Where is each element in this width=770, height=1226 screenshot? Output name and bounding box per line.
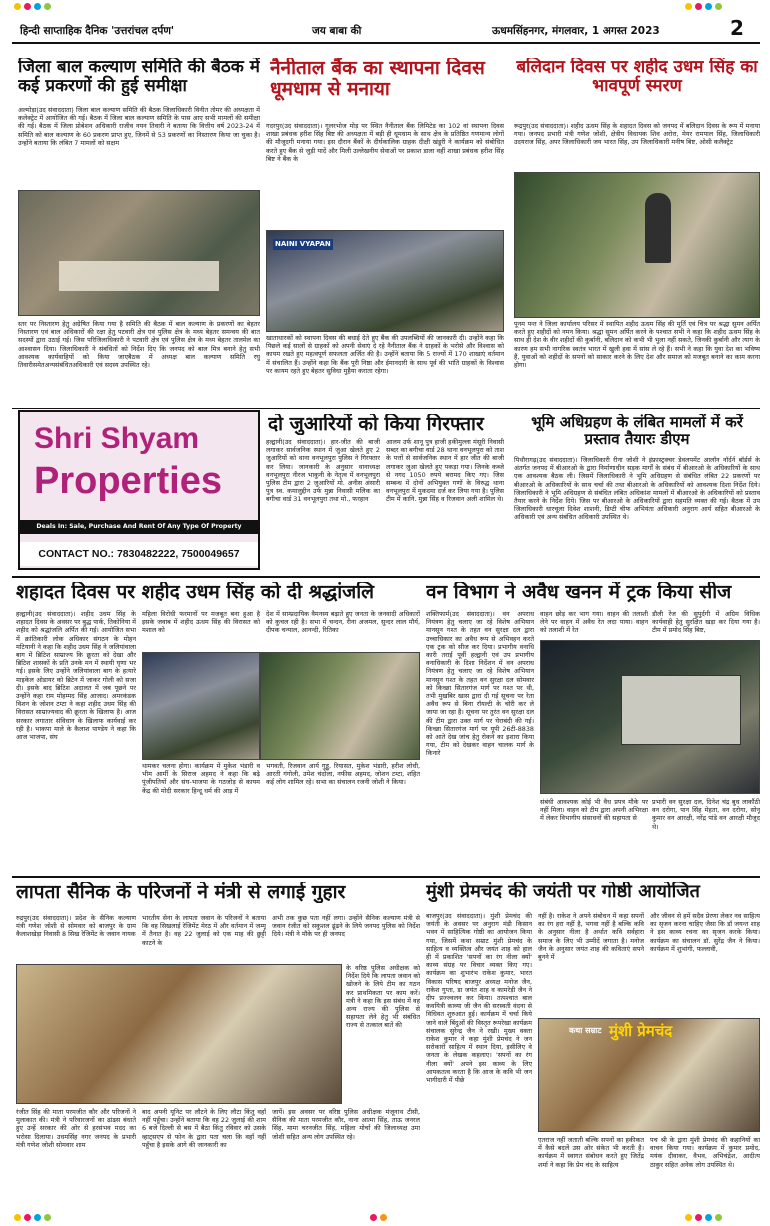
article-6-photo (142, 652, 260, 760)
article-9-body-col-1: बाजपुर(उद संवाददाता)। मुंशी प्रेमचंद की जयंती के अवसर पर अनुराग मंडी किसान भवन में साहित्यिक गोष्ठी का आयोजन किया गया, जिसमें कथा सम्राट मुंशी प्रेमचंद के साहित्य व व्यक्तित्व और जयंत शाह को हाल ही में प्रकाशित 'सपनों का रंग नीला क्यों' काव्य संग्रह पर विचार व्यक्त किए गए। कार्यक्रम का शुभारंभ राकेश कुमार, भारत विकास परिषद बाजपुर अध्यक्ष मनोज जैन, राकेश गुप्ता, डा जयंत शाह व कामरेड़ी जैन ने दीप प्रज्ज्वलन कर किया। तत्पश्चात बाल कवयित्री काव्या जी जैन की सरस्वती वंदना से विधिवत शुरुआत हुई। कार्यक्रम में चर्चा किये जाने वाले बिंदुओं की विस्तृत रूपरेखा कार्यक्रम संचालक सुरेन्द्र जैन ने रखी। मुख्य वक्ता राकेश कुमार ने कहा मुंशी प्रेमचंद ने जन सरोकारों साहित्य में स्थान दिया, इसीलिए वे जनता के लेखक कहलाए। 'सपनों का रंग नीला क्यों' अपने इस काव्य के लिए आयकतत्व करता है कि आज के कवि भी जन भागीदारी में पीछे (426, 912, 532, 1085)
decor-dot (695, 1214, 702, 1221)
masthead-paper-name: हिन्दी साप्ताहिक दैनिक 'उत्तरांचल दर्पण' (20, 25, 175, 37)
article-6-headline: शहादत दिवस पर शहीद उधम सिंह को दी श्रद्धांजलि (16, 582, 375, 603)
article-3-body-continued: पूनम पन्त ने जिला कार्यालय परिसर में स्थापित शहीद ऊधम सिंह की मूर्ति एवं चित्र पर श्रद्धा सुमन अर्पित करते हुए शहीदों को नमन किया। श्रद्धा सुमन अर्पित करने के पश्चात सभी ने कहा कि शहीद ऊधम सिंह के साथ ही देश के वीर शहीदों की कुर्बानी, बलिदान को कभी भी भुला नहीं सकते, जिनकी कुर्बानी और त्याग के कारण हम सभी नागरिक स्वतंत्र भारत में खुली हवा में सांस ले रहे हैं। सभी ने कहा कि युवा देश का भविष्य हैं, युवाओं को शहीदों के सपनों को साकार करने के लिए देश और समाज को मजबूत बनाने का काम करना होगा। (514, 320, 760, 370)
ad-contact: CONTACT NO.: 7830482222, 7500049657 (20, 542, 258, 566)
decor-dot (705, 1214, 712, 1221)
article-1-body-continued: स्तर पर निस्तारण हेतु अग्रेषित किया गया है समिति की बैठक में बाल कल्याण के प्रकरणों का बेहतर निस्तारण एवं बाल अधिकारों की रक्षा हेतु पटवारी क्षेत्र एवं पुलिस क्षेत्र के मध्य बेहतर समन्वय की बात सदस्यों द्वारा उठाई गई। जिस परिजिलाधिकारी ने पटवारी क्षेत्र एवं पुलिस क्षेत्र के मध्य बेहतर तालमेल का आश्वासन दिया। जिलाधिकारी ने संबंधितों को निर्देश दिए कि जनपद को बाल मित्र बनाने हेतु सभी आवश्यक कार्यवाहियों को किया जाएबैठक में अध्यक्ष बाल कल्याण समिति रघु तिवारीसमेतअन्यसंबंधितअधिकारी एवं सदस्य उपस्थित रहे। (18, 320, 260, 370)
decor-dot (715, 3, 722, 10)
article-9-body-col-3-continued: पच श्री के द्वारा मुंशी प्रेमचंद की कहानियों का वाचन किया गया। कार्यक्रम में कुमार प्रमोद, मयंक दीवाकर, वैभव, अभिचंद्रेश, आदीत्य ठाकुर सहित अनेक लोग उपस्थित थे। (650, 1136, 760, 1169)
page-number: 2 (730, 16, 744, 40)
masthead-date-place: ऊधमसिंहनगर, मंगलवार, 1 अगस्त 2023 (492, 25, 660, 37)
article-9-headline: मुंशी प्रेमचंद की जयंती पर गोष्ठी आयोजित (426, 882, 700, 902)
article-9-body-col-2-continued: एतराज नहीं जताती बल्कि सपनों का हकीकत में कैसे बदलें उस ओर संकेत भी करती है। कार्यक्रम में स्वागत संबोधन करते हुए जितेंद्र शर्मा ने कहा कि प्रेम चंद के साहित्य (538, 1136, 644, 1169)
article-9-body-col-2: नहीं है। राकेश ने अपने संबोधन में कहा सपनों का रंग हरा नहीं है, भगवा नहीं है बल्कि कवि के अनुसार नीला है अर्थात कवि सर्वहारा समाज के लिए भी उम्मीदें जगाता है। मनोज जैन के अनुसार जयंत शाह की कविताएं सपने बुनने में (538, 912, 644, 962)
divider (12, 576, 760, 578)
photo-table-shape (59, 261, 219, 291)
divider (12, 876, 760, 878)
article-1-body: अल्मोड़ा(उद संवाददाता) जिला बाल कल्याण समिति की बैठक जिलाधिकारी विनीत तोमर की अध्यक्षता में कलेक्ट्रेट में आयोजित की गई। बैठक में जिला बाल कल्याण समिति के पास आए सभी मामलों की समीक्षा की गई। बैठक में जिला प्रोबेशन अधिकारी राजीव नयन तिवारी ने बताया कि वित्तीय वर्ष 2023-24 में समिति को बाल कल्याण के 60 प्रकरण प्राप्त हुए, जिनमें से 53 प्रकरणों का निस्तारण किया जा चुका है। उन्होंने बताया कि लंबित 7 मामलों को सक्षम (18, 106, 260, 147)
article-3-body: रूद्रपुर(उद संवाददाता)। शहीद ऊधम सिंह के शहादत दिवस को जनपद में बलिदान दिवस के रूप में मनाया गया। जनपद प्रभारी मंत्री गणेश जोशी, क्षेत्रीय विधायक शिव अरोरा, मेयर रामपाल सिंह, जिलाधिकारी उदयराज सिंह, अपर जिलाधिकारी जय भारत सिंह, उप जिलाधिकारी मनीष बिष्ट, ओसी कलैक्ट्रेट (514, 122, 760, 147)
decor-dot (705, 3, 712, 10)
article-8-body-col-1-continued: रंजीत सिंह की माता परमजीत कौर और परिजनों ने मुलाकात की। मंत्री ने परिवारजनों का ढांढस बंधाते हुए उन्हें सरकार की ओर से हरसंभव मदद का भरोसा दिलाया। उधमसिंह नगर जनपद के प्रभारी मंत्री गणेश जोशी सोमवार शाम (16, 1108, 136, 1149)
article-6-photo-2 (260, 652, 420, 760)
decor-dot (44, 3, 51, 10)
ad-title-line-2: Properties (34, 460, 222, 502)
article-2-body: गदरपुर(उद संवाददाता)। गूलरभोज मोड़ पर स्थित नैनीताल बैंक लिमिटेड का 102 वां स्थापना दिवस शाखा प्रबंधक हरीश सिंह बिष्ट की अध्यक्षता में बड़ी ही धूमधाम के साथ क्षेत्र के प्रतिष्ठित गणमान्य लोगों की मौजूदगी मनाया गया। इस दौरान बैंकों के दीर्घकालिक ग्राहक दीक्षी खंडूरी ने कार्यक्रम को संबोधित करते हुए बैंक से जुड़ी यादें और मिली उल्लेखनीय सेवाओं पर प्रकाश डाला वहीं शाखा प्रबंधक हरीश सिंह बिष्ट ने बैंक के (266, 122, 504, 163)
article-1-photo (18, 190, 260, 316)
article-4-headline: दो जुआरियों को किया गिरफ्तार (268, 414, 484, 435)
photo-banner: मुंशी प्रेमचंद (609, 1022, 673, 1040)
decor-dot (380, 1214, 387, 1221)
decor-dot (370, 1214, 377, 1221)
article-9-photo (538, 1018, 760, 1132)
article-7-body-col-3: डौली रेंज की सुपुर्दगी में अग्रिम विधिक कार्यवाही हेतु सुरक्षित खड़ा कर दिया गया है। टीम में प्रमोद सिंह बिष्ट, (652, 610, 760, 635)
decor-dot (34, 1214, 41, 1221)
article-5-body: पिथौरागढ़(उद संवाददाता)। जिलाधिकारी रीना जोशी ने इंफ्रास्ट्रक्चर डेवलपमेंट आलॉन नॉर्दर्न बॉर्डर्स के अंतर्गत जनपद में बीआरओ के द्वारा निर्माणाधीन सड़क मार्गों के संबंध में बीआरओ के अधिकारियों के साथ एक आवश्यक बैठक ली। जिसमें जिलाधिकारी ने भूमि अधिग्रहण से संबंधित लंबित 22 प्रकरणों पर बीआरओ के अधिकारियों के साथ चर्चा की तथा बीआरओ के अधिकारियों को आवश्यक दिशा निर्देश दिये। जिलाधिकारी ने भूमि अधिग्रहण से संबंधित लंबित अधिकांश मामलों में बीआरओ के अधिकारियों को प्रस्ताव तैयार करने के निर्देश दिये। जिस पर बीआरओ के अधिकारियों द्वारा सहमति व्यक्त की गई। बैठक में उप जिलाधिकारी धारचूला दिवेश शाशनी, डिप्टी चीफ अभियंता अधिकारी अनुराग आर्य सहित बीआरओ के अधिकारी एवं अन्य संबंधित अधिकारी उपस्थित थे। (514, 456, 760, 522)
decor-dot (44, 1214, 51, 1221)
article-6-body-col-3-continued: भगवती, रिजवान आर्य गुड्डू, रियासत, मुकेश भंडारी, हरीश लोधी, आरती गंगोली, उमेश चंदोला, नफीस अहमद, जोशन टम्टा, शहित कई लोग शामिल रहे। सभा का संचालन रजनी जोशी ने किया। (266, 762, 420, 787)
article-3-headline: बलिदान दिवस पर शहीद उधम सिंह का भावपूर्ण स्मरण (516, 58, 758, 97)
decor-dot (24, 1214, 31, 1221)
decor-dot (14, 1214, 21, 1221)
article-8-body-col-2-continued: बाद अपनी यूनिट पर लौटने के लिए लौटा किंतु वहाँ नहीं पहुँचा। उन्होंने बताया कि वह 22 जुलाई की शाम 6 बजे दिल्ली से बस में बैठा किंतु रविवार को उसके व्हाट्सएप से फोन के द्वारा पता चला कि वहाँ नहीं पहुँचा है इसके आगे की जानकारी का (142, 1108, 266, 1149)
article-5-headline: भूमि अधिग्रहण के लंबित मामलों में करें प्रस्ताव तैयारः डीएम (531, 414, 743, 448)
article-8-body-col-3-continued: जायें। इस अवसर पर वरिष्ठ पुलिस अधीक्षक मंजूनाथ टीसी, सैनिक की माता परमजीत कौर, नाना आत्मा सिंह, ताऊ जनरल सिंह, मामा चरनजीत सिंह, महिला मोर्चा की जिलाध्यक्ष उमा जोशी सहित अन्य लोग उपस्थित रहे। (272, 1108, 420, 1141)
top-dot-bar (0, 0, 770, 12)
article-4-body-col-2: आलम उर्फ शानू पुत्र हाजी हकीमुल्ला मंसूरी निवासी सब्दर का बगीचा वार्ड 28 थाना वनभूलपुरा को ताश के पत्तों से सार्वजनिक स्थान में हार जीत की बाजी लगाकर जुआ खेलते हुए पकड़ा गया। जिनके कब्जे से नगद 1050 रुपये बरामद किए गए। जिस सम्बन्ध में दोनों अभियुक्त गणों के विरुद्ध थाना वनभूलपुरा में मुकदमा दर्ज कर लिया गया है। पुलिस टीम में कानि. मुन्ना सिंह व रिजवान अली शामिल थे। (386, 438, 504, 504)
article-7-body-col-2: वाहन छोड़ कर भाग गया। वाहन की तलाशी लेने पर वाहन में अवैध रेत लदा पाया। वाहन को तलाशी में रेत (540, 610, 648, 635)
article-2-photo (266, 230, 504, 332)
article-8-body-col-3: अभी तक कुछ पता नहीं लगा। उन्होंने सैनिक कल्याण मंत्री से जवान रंजीत को सकुशल ढूंढने के लिये जनपद पुलिस को निर्देश दिये। मंत्री ने मौके पर ही जनपद (272, 914, 420, 939)
article-7-body-col-2-continued: संबंधी आवश्यक कोई भी वैध प्रपत्र मौके पर नहीं मिला। वाहन को टीम द्वारा अपनी अभिरक्षा में लेकर विभागीय संसाधनों की सहायता से (540, 798, 648, 823)
decor-dot (685, 3, 692, 10)
article-8-headline: लापता सैनिक के परिजनों ने मंत्री से लगाई गुहार (16, 882, 346, 903)
decor-dot (14, 3, 21, 10)
photo-statue-shape (645, 193, 671, 263)
article-9-body-col-3: और जीवन से हमें सदैव प्रेरणा लेकर नव साहित्य का सृजन करना चाहिए जैसा कि डॉ जयन्त शाह ने इस काव्य रचना का सृजन करके किया। कार्यक्रम का संचालन डॉ. सुरेंद्र जैन ने किया। कार्यक्रम में शुभांगी, फल्लावी, (650, 912, 760, 953)
bottom-dot-bar (0, 1210, 770, 1226)
article-6-body-col-2-continued: थामकर चलना होगा। कार्यक्रम में मुकेश भंडारी व भीम आर्मी के सिराज अहमद ने कहा कि बढ़े पूंजीपतियों और संघ-भाजपा के गठजोड़ से कायम केंद्र की मोदी सरकार हिन्दू धर्म की आड़ में (142, 762, 260, 795)
article-8-body-col-2: भारतीय सेना के लापता जवान के परिजनों ने बताया कि वह सिखलाई रेजिमेंट मेरठ में और वर्तमान में जम्मू में तैनात है। वह 22 जुलाई को एक माह की छुट्टी काटने के (142, 914, 266, 947)
masthead (12, 14, 760, 44)
ad-tagline: Deals In: Sale, Purchase And Rent Of Any Type Of Property (20, 520, 258, 534)
article-8-photo (16, 964, 342, 1104)
decor-dot (715, 1214, 722, 1221)
ad-title-line-1: Shri Shyam (34, 422, 200, 455)
property-advertisement (18, 410, 260, 570)
decor-dot (34, 3, 41, 10)
article-3-photo (514, 172, 760, 318)
article-6-body-col-1: हल्द्वानी(उद संवाददाता)। शहीद उधम सिंह के शहादत दिवस के अवसर पर बुद्ध पार्क, तिकोनिया में शहीद को श्रद्धांजलि अर्पित की गई। आयोजित सभा में क्रांतिकारी लोक अधिकार संगठन के मोहन मटियानी ने कहा कि शहीद उधम सिंह ने जलियांवाला बाग में ब्रिटिश साम्राज्य कि क्रूरता को देखा और ब्रिटिश शासकों के प्रति उनके मन में स्थायी घृणा भर गई। इसके लिए उन्होंने जलियांवाला बाग के हत्यारे माइकेल ओडायर को ब्रिटेन में जाकर गोली को सजा दी। इसके बाद ब्रिटिश अदालत में जब पूछने पर उन्होंने कहा राम मोहम्मद सिंह आजाद। अमरकंडक विशन के जोशन टम्टा ने कहा शहीद उधम सिंह की विरासत साम्राज्यवाद की क्रूरता के खिलाफ है। आज सरकार लगातार संविधान के खिलाफ कार्यवाई कर रही है। भाकपा माले के कैलाश पाण्डेय ने कहा कि आज भाजपा, संघ (16, 610, 136, 742)
photo-banner-sub: कथा सम्राट (569, 1026, 602, 1035)
divider (12, 408, 760, 409)
article-4-body-col-1: हल्द्वानी(उद संवाददाता)। हार-जीत की बाजी लगाकर सार्वजनिक स्थान में जुआ खेलते हुए 2 जुआरियों को थाना वनभूलपुरा पुलिस ने गिरफ्तार कर लिया। जानकारी के अनुसार थानाध्यक्ष वनभूलपुरा नीरज भाकुनी के नेतृत्व में वनभूलपुरा पुलिस टीम द्वारा 2 जुआरियों मो. अनीस अंसारी पुत्र स्व. कमालुद्दीन उर्फ मुन्ना निवासी मलिक का बगीचा वार्ड 31 वनभूलपुरा तथा मो., फरहान (266, 438, 380, 504)
decor-dot (685, 1214, 692, 1221)
article-1-headline: जिला बाल कल्याण समिति की बैठक में कई प्रकरणों की हुई समीक्षा (18, 58, 260, 97)
article-6-body-col-2: महिला विरोधी फरमानों पर मजबूत बना हुआ है इसके जवाब में शहीद ऊधम सिंह की विरासत को मशाल को (142, 610, 260, 635)
article-2-body-continued: खाताधारकों को स्थापना दिवस की बधाई देते हुए बैंक की उपलब्धियों की जानकारी दी। उन्होंने कहा कि पिछले कई सालों से ग्राहकों को अपनी सेवाएं दे रहे नैनीताल बैंक ने ग्राहकों के भरोसे और विश्वास को कायम रखते हुए महत्वपूर्ण सफलता अर्जित की है। उन्होंने बताया कि 5 राज्यों में 170 शाखाएं वर्तमान में संचालित हैं। उन्होंने कहा कि बैंक पूरी निष्ठा और ईमानदारी के साथ पूर्व की भांति ग्राहकों के विश्वास पर कायम रहते हुए बेहतर सुविधा मुहैया कराता रहेगा। (266, 334, 504, 375)
photo-truck-shape (621, 675, 741, 745)
article-7-body-col-3-continued: प्रभारी वन सुरक्षा दल, दिनेश चंद्र बुध लाकौंठी वन दरोगा, पान सिंह मेहता, वन दरोगा, सोनू कुमार वन आरक्षी, नरेंद्र पांडे वन आरक्षी मौजूद थे। (652, 798, 760, 831)
decor-dot (695, 3, 702, 10)
article-8-body-col-1: रुद्रपुर(उद संवाददाता)। प्रदेश के सैनिक कल्याण मंत्री गणेश जोशी से सोमवार को बाजपुर के ग्राम कैलाशखेड़ा निवासी 8 सिख रेजिमेंट के जवान नायक (16, 914, 136, 939)
article-7-headline: वन विभाग ने अवैध खनन में ट्रक किया सीज (426, 582, 732, 603)
photo-sign: NAINI VYAPAN (273, 239, 333, 250)
decor-dot (24, 3, 31, 10)
article-8-body-col-3-side: के वरिष्ठ पुलिस अधीक्षक को निर्देश दिये कि लापता जवान को खोजने के लिये टीम का गठन कर प्राथमिकता पर काम करें। मंत्री ने कहा कि इस संबंध में वह अन्य राज्य की पुलिस से सहायता लेने हेतु भी संबंधित राज्य से तत्काल बातें की (346, 964, 420, 1030)
article-6-body-col-3: देश में साम्प्रदायिक वैमनस्य बढ़ाते हुए जनता के जनवादी अधिकारों को कुचल रही है। सभा में चन्दन, रीना अजमल, सुन्दर लाल मौर्य, दीपक चन्याल, आनन्दी, रितिका (266, 610, 420, 635)
article-2-headline: नैनीताल बैंक का स्थापना दिवस धूमधाम से मनाया (270, 58, 485, 101)
article-7-photo (540, 640, 760, 794)
article-7-body-col-1: शक्तिफार्म(उद संवाददाता)। वन अपराध नियंत्रण हेतु चलाए जा रहे विशेष अभियान मानसून गश्त के तहत वन सुरक्षा दल द्वारा उच्चाधिकार का अवैध रूप से अभिवहन करते एक ट्रक को सीज कर दिया। प्रभागीय वनाधि कारी तराई पूर्वी हल्द्वानी एवं उप प्रभागीय वनाधिकारी के दिशा निर्देशन में वन अपराध नियंत्रण हेतु चलाए जा रहे विशेष अभियान मानसून गश्त के तहत वन सुरक्षा दल सोमवार को किच्छा सितारगंज मार्ग पर गश्त पर थी, तभी मुखबिर खास द्वारा दी गई सूचना पर रेता अवैध रूप से बिना रॉयल्टी के चोरी कर ले जाया जा रहा है। सूचना पर तुरंत वन सुरक्षा दल की टीम द्वारा उक्त मार्ग पर घेराबंदी की गई। किच्छा सितारगंज मार्ग पर यूपी 26टी-8838 को आते देख जांच हेतु रोकने का इशारा किया गया, टीम को देखकर वाहन चालक मार्ग के किनारे (426, 610, 534, 758)
masthead-center-slogan: जय बाबा की (312, 25, 362, 37)
